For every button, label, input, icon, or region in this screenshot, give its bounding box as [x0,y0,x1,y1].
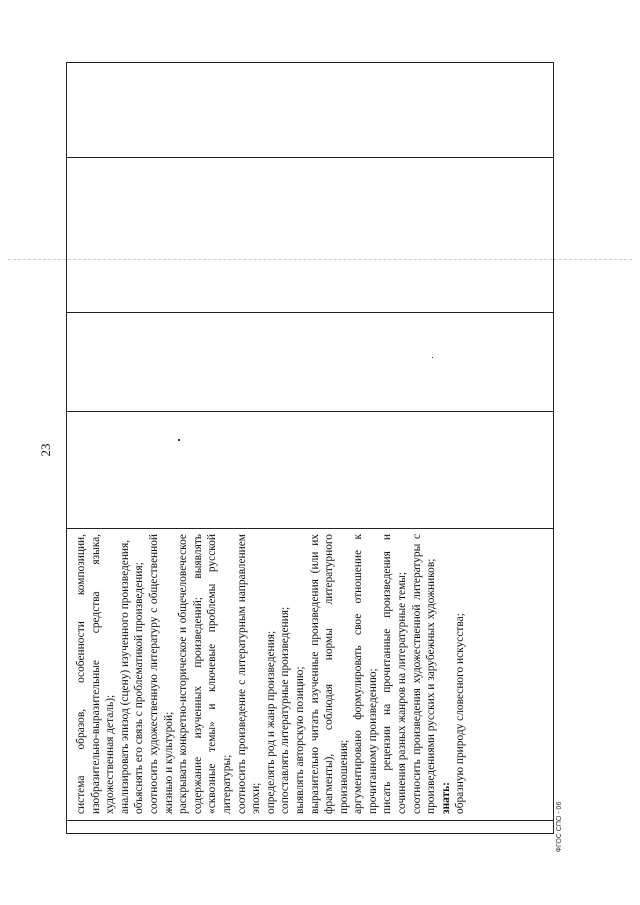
skills-item: выявлять авторскую позицию; [293,666,306,814]
row-divider [66,411,554,412]
skills-item: аргументировано формулировать свое отношение к прочитанному произведению; [352,534,379,814]
skills-item: соотносить произведение с литературным направлением эпохи; [235,534,263,814]
skills-item: раскрывать конкретно-историческое и общечеловеческое содержание изученных произведений; выявлять «сквозные темы» и ключевые проблемы русской литературы; [177,534,233,814]
skills-item: определять род и жанр произведения; [264,630,277,814]
know-heading: знать: [439,782,452,814]
skills-item: анализировать эпизод (сцену) изученного произведения, [118,539,131,814]
footer-code: ФГОС СПО - 06 [556,801,563,853]
scan-speck [432,357,433,358]
skills-cell [70,528,556,820]
row-divider [66,312,554,313]
skills-item: сопоставлять литературные произведения; [279,606,292,814]
skills-item: соотносить произведения художественной литературы с произведениями русских и зарубежных художников; [410,534,438,814]
page-number: 23 [38,443,53,457]
row-divider [66,820,554,821]
skills-item: выразительно читать изученные произведения (или их фрагменты), соблюдая нормы литературного произношения; [308,534,350,814]
skills-item: система образов, особенности композиции, изобразительно-выразительные средства языка, художественная деталь); [75,534,117,814]
know-item: образную природу словесного искусства; [454,613,467,814]
row-divider [66,157,554,158]
skills-item: писать рецензии на прочитанные произведения и сочинения разных жанров на литературные темы; [381,534,409,814]
scan-speck [178,439,180,441]
skills-item: соотносить художественную литературу с общественной жизнью и культурой; [147,534,175,814]
skills-item: объяснять его связь с проблематикой произведения; [133,562,146,814]
